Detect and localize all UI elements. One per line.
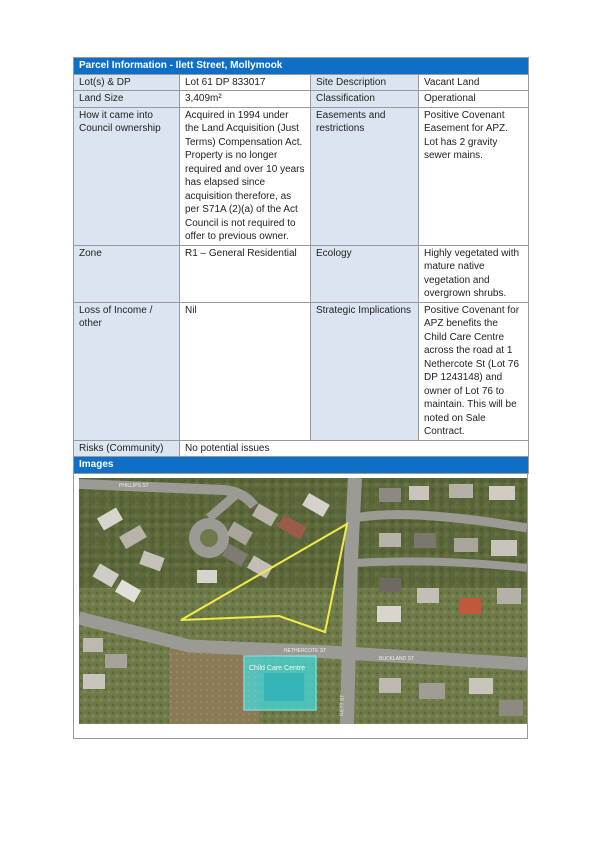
row-label-2: Strategic Implications [311, 302, 419, 440]
row-value: Nil [180, 302, 311, 440]
risks-row [74, 440, 529, 457]
street-label: ILETT ST [338, 694, 346, 716]
table-header-row [74, 58, 529, 75]
row-value: R1 – General Residential [180, 245, 311, 302]
street-label: PHILLIPS ST [119, 482, 149, 489]
images-header: Images [74, 457, 529, 474]
row-label: Zone [74, 245, 180, 302]
row-value-2: Highly vegetated with mature native vegetation and overgrown shrubs. [419, 245, 529, 302]
street-label: NETHERCOTE ST [284, 647, 327, 654]
row-value-2: Positive Covenant Easement for APZ. Lot has 2 gravity sewer mains. [419, 107, 529, 245]
child-care-label: Child Care Centre [249, 664, 306, 672]
street-label: BUCKLAND ST [379, 655, 415, 662]
table-header: Parcel Information - Ilett Street, Mollymook [74, 58, 529, 75]
row-label-2: Easements and restrictions [311, 107, 419, 245]
table-row [74, 245, 529, 302]
risks-label: Risks (Community) [74, 440, 180, 457]
aerial-map-svg [79, 478, 527, 724]
table-row [74, 302, 529, 440]
table-row [74, 91, 529, 108]
aerial-map-image [79, 478, 527, 724]
row-value: 3,409m² [180, 91, 311, 108]
risks-value: No potential issues [180, 440, 529, 457]
images-section [73, 474, 528, 739]
row-label-2: Classification [311, 91, 419, 108]
row-value-2: Positive Covenant for APZ benefits the Child Care Centre across the road at 1 Nethercote St (Lot 76 DP 1243148) and owner of Lot 76 to maintain. This will be noted on Sale Contract. [419, 302, 529, 440]
row-value: Acquired in 1994 under the Land Acquisition (Just Terms) Compensation Act. Property is no longer required and over 10 years has elapsed since acquisition therefore, as per S71A (2)(a) of the Act Council is not required to offer to previous owner. [180, 107, 311, 245]
parcel-table [73, 57, 529, 474]
row-value-2: Vacant Land [419, 74, 529, 91]
row-label-2: Ecology [311, 245, 419, 302]
table-row [74, 74, 529, 91]
row-label: How it came into Council ownership [74, 107, 180, 245]
ilett-street [347, 478, 355, 724]
row-value: Lot 61 DP 833017 [180, 74, 311, 91]
row-label-2: Site Description [311, 74, 419, 91]
images-header-row [74, 457, 529, 474]
row-value-2: Operational [419, 91, 529, 108]
row-label: Land Size [74, 91, 180, 108]
table-row [74, 107, 529, 245]
row-label: Lot(s) & DP [74, 74, 180, 91]
row-label: Loss of Income / other [74, 302, 180, 440]
parcel-information-sheet [73, 57, 528, 739]
